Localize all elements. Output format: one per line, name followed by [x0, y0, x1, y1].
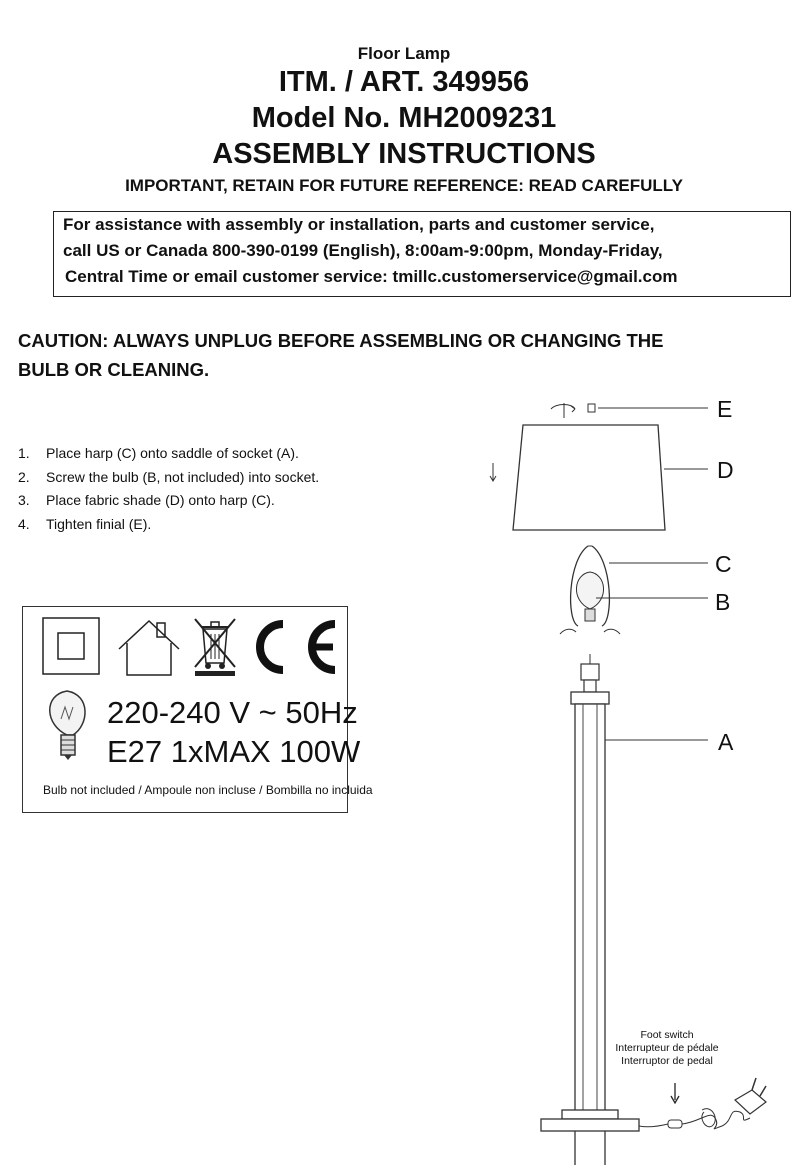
- part-label-d: D: [717, 457, 734, 483]
- indoor-use-icon: [119, 621, 179, 675]
- voltage-rating: 220-240 V ~ 50Hz: [107, 695, 358, 730]
- product-name: Floor Lamp: [357, 44, 451, 63]
- weee-bin-icon: [195, 619, 235, 676]
- bulb-spec: E27 1xMAX 100W: [107, 734, 361, 769]
- foot-switch: [639, 1078, 766, 1129]
- item-number: ITM. / ART. 349956: [278, 66, 530, 98]
- assistance-line-2: call US or Canada 800-390-0199 (English), 8:00am-9:00pm, Monday-Friday,: [63, 241, 663, 260]
- foot-switch-label-fr: Interrupteur de pédale: [615, 1042, 719, 1054]
- assembly-steps: [18, 442, 319, 536]
- bulb-icon: [50, 691, 85, 760]
- rating-label: [22, 606, 373, 813]
- bulb-b: [576, 572, 708, 621]
- part-label-e: E: [717, 396, 733, 422]
- lamp-body-a: [541, 654, 708, 1165]
- part-label-b: B: [715, 589, 731, 615]
- part-label-c: C: [715, 551, 732, 577]
- step-item: 4. Tighten finial (E).: [18, 515, 152, 532]
- part-label-a: A: [718, 729, 734, 755]
- harp-c: [560, 546, 708, 634]
- document-title: ASSEMBLY INSTRUCTIONS: [212, 138, 596, 170]
- assistance-box: [53, 211, 791, 297]
- caution-line-2: BULB OR CLEANING.: [18, 359, 210, 380]
- caution-line-1: CAUTION: ALWAYS UNPLUG BEFORE ASSEMBLING OR CHANGING THE: [18, 330, 664, 351]
- step-item: 3. Place fabric shade (D) onto harp (C).: [18, 492, 275, 508]
- step-item: 2. Screw the bulb (B, not included) into socket.: [18, 468, 320, 485]
- double-insulation-icon: [43, 618, 99, 674]
- ce-mark-icon: [260, 624, 335, 670]
- bulb-note: Bulb not included / Ampoule non incluse / Bombilla no incluida: [43, 783, 373, 797]
- assistance-line-1: For assistance with assembly or installation, parts and customer service,: [63, 215, 655, 234]
- caution-notice: [18, 326, 788, 384]
- step-item: 1. Place harp (C) onto saddle of socket (A).: [18, 445, 299, 461]
- shade-d: [490, 425, 708, 530]
- model-number: Model No. MH2009231: [251, 102, 557, 134]
- foot-switch-label-es: Interruptor de pedal: [621, 1055, 713, 1067]
- finial-e: [551, 403, 708, 418]
- foot-switch-label-en: Foot switch: [640, 1029, 694, 1041]
- important-notice: IMPORTANT, RETAIN FOR FUTURE REFERENCE: READ CAREFULLY: [125, 176, 683, 195]
- assistance-line-3: Central Time or email customer service: tmillc.customerservice@gmail.com: [65, 267, 678, 286]
